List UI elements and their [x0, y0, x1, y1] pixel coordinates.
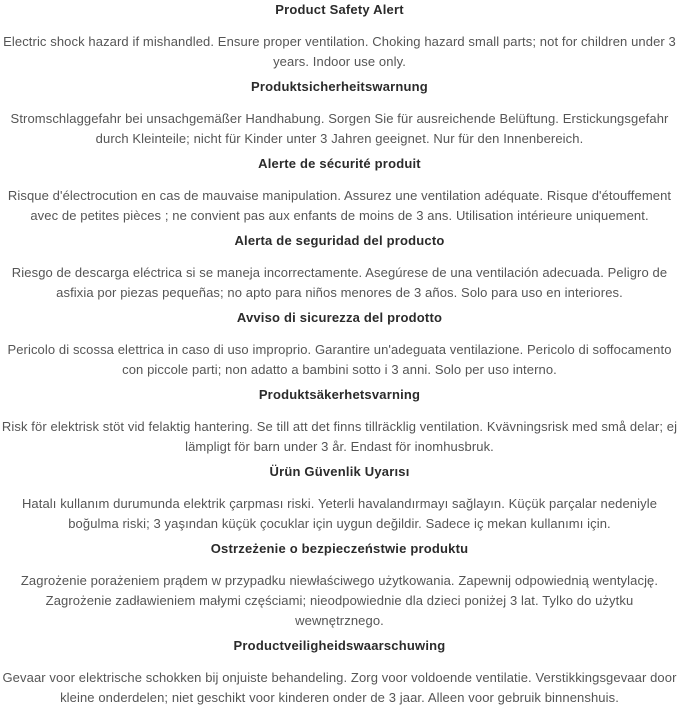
section-body: Risk för elektrisk stöt vid felaktig hantering. Se till att det finns tillräcklig ventilation. Kvävningsrisk med små delar; ej lämpligt för barn under 3 år. Endast för inomhusbruk.: [1, 419, 678, 454]
section-body: Gevaar voor elektrische schokken bij onjuiste behandeling. Zorg voor voldoende ventilatie. Verstikkingsgevaar door kleine onderdelen; niet geschikt voor kinderen onder de 3 jaar. Alleen voor gebruik binnenshuis.: [2, 670, 677, 705]
section-body: Electric shock hazard if mishandled. Ensure proper ventilation. Choking hazard small parts; not for children under 3 years. Indoor use only.: [3, 34, 676, 69]
section-heading: Ostrzeżenie o bezpieczeństwie produktu: [210, 541, 469, 556]
safety-section-french: [1, 155, 678, 226]
section-heading: Product Safety Alert: [275, 2, 404, 17]
section-body: Zagrożenie porażeniem prądem w przypadku niewłaściwego użytkowania. Zapewnij odpowiednią wentylację. Zagrożenie zadławieniem małymi częściami; nieodpowiednie dla dzieci poniżej 3 lat. Tylko do użytku wewnętrznego.: [20, 573, 659, 628]
safety-section-turkish: [1, 463, 678, 534]
section-heading: Produktsicherheitswarnung: [251, 79, 428, 94]
section-body: Risque d'électrocution en cas de mauvaise manipulation. Assurez une ventilation adéquate. Risque d'étouffement avec de petites pièces ; ne convient pas aux enfants de moins de 3 ans. Utilisation intérieure uniquement.: [7, 188, 672, 223]
safety-section-english: [1, 1, 678, 72]
safety-section-italian: [1, 309, 678, 380]
section-body: Stromschlaggefahr bei unsachgemäßer Handhabung. Sorgen Sie für ausreichende Belüftung. Erstickungsgefahr durch Kleinteile; nicht für Kinder unter 3 Jahren geeignet. Nur für den Innenbereich.: [10, 111, 669, 146]
safety-section-spanish: [1, 232, 678, 303]
section-heading: Avviso di sicurezza del prodotto: [236, 310, 443, 325]
section-heading: Alerte de sécurité produit: [258, 156, 421, 171]
section-body: Hatalı kullanım durumunda elektrik çarpması riski. Yeterli havalandırmayı sağlayın. Küçük parçalar nedeniyle boğulma riski; 3 yaşından küçük çocuklar için uygun değildir. Sadece iç mekan kullanımı için.: [21, 496, 658, 531]
safety-section-polish: [1, 540, 678, 631]
section-heading: Alerta de seguridad del producto: [234, 233, 445, 248]
section-body: Pericolo di scossa elettrica in caso di uso improprio. Garantire un'adeguata ventilazione. Pericolo di soffocamento con piccole parti; non adatto a bambini sotto i 3 anni. Solo per uso interno.: [7, 342, 672, 377]
section-heading: Productveiligheidswaarschuwing: [233, 638, 446, 653]
section-heading: Produktsäkerhetsvarning: [258, 387, 421, 402]
safety-section-dutch: [1, 637, 678, 708]
section-heading: Ürün Güvenlik Uyarısı: [269, 464, 410, 479]
safety-section-german: [1, 78, 678, 149]
safety-section-swedish: [1, 386, 678, 457]
section-body: Riesgo de descarga eléctrica si se maneja incorrectamente. Asegúrese de una ventilación adecuada. Peligro de asfixia por piezas pequeñas; no apto para niños menores de 3 años. Solo para uso en interiores.: [11, 265, 668, 300]
